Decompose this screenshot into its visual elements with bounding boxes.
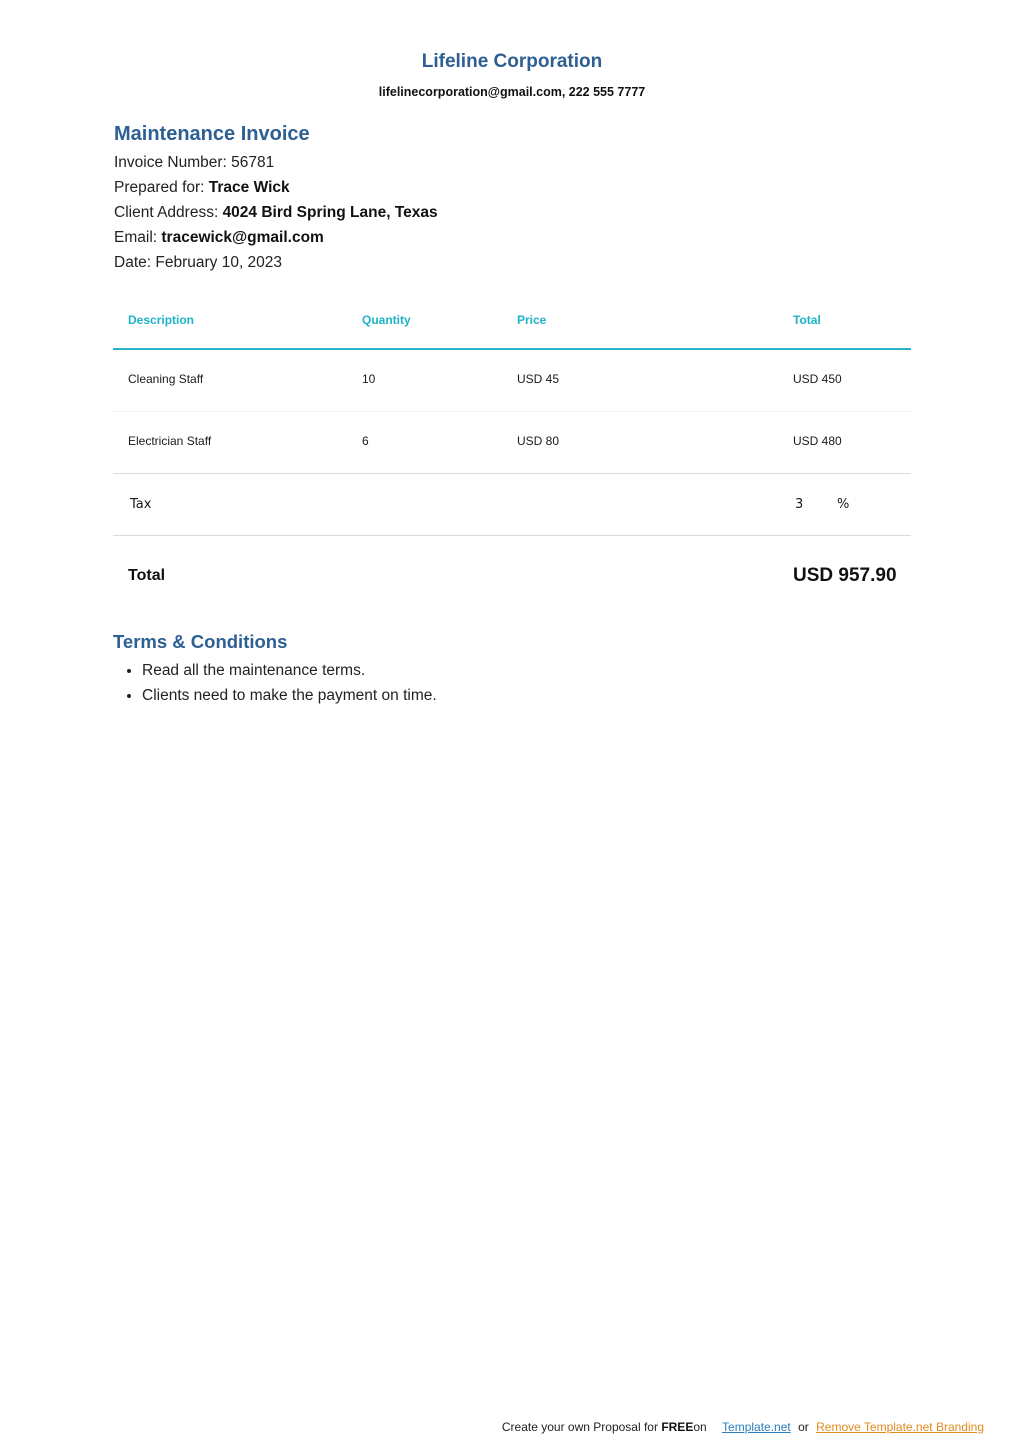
table-row <box>113 350 911 412</box>
header-description: Description <box>128 313 195 327</box>
table-header-row <box>113 296 911 350</box>
header-price: Price <box>517 313 547 327</box>
footer-branding <box>502 1420 984 1434</box>
footer-prefix: Create your own Proposal for <box>501 1420 658 1434</box>
total-row <box>113 536 911 616</box>
total-value: USD 957.90 <box>793 565 897 586</box>
footer-on: on <box>693 1420 707 1434</box>
client-address-label: Client Address: <box>114 204 219 221</box>
footer-or: or <box>798 1420 809 1434</box>
item-total: USD 480 <box>793 434 842 448</box>
header-quantity: Quantity <box>362 313 411 327</box>
date-line <box>114 254 282 272</box>
client-address-value: 4024 Bird Spring Lane, Texas <box>222 204 438 221</box>
tax-label: Tax <box>130 497 152 512</box>
item-description: Electrician Staff <box>128 434 212 448</box>
invoice-number-line <box>114 154 274 172</box>
prepared-for-line <box>114 179 290 197</box>
item-total: USD 450 <box>793 372 842 386</box>
item-price: USD 80 <box>517 434 560 448</box>
item-description: Cleaning Staff <box>128 372 204 386</box>
tax-unit: % <box>837 497 850 512</box>
company-contact: lifelinecorporation@gmail.com, 222 555 7777 <box>378 85 646 99</box>
template-net-link[interactable]: Template.net <box>722 1420 791 1434</box>
tax-row <box>113 474 911 536</box>
item-quantity: 6 <box>362 434 369 448</box>
date-value: February 10, 2023 <box>155 254 283 271</box>
footer-free: FREE <box>661 1420 694 1434</box>
invoice-number-label: Invoice Number: <box>114 154 227 171</box>
item-price: USD 45 <box>517 372 560 386</box>
terms-title: Terms & Conditions <box>113 631 288 652</box>
email-value: tracewick@gmail.com <box>161 229 324 246</box>
list-item: • Clients need to make the payment on time. <box>142 685 437 710</box>
header-total: Total <box>793 313 821 327</box>
email-label: Email: <box>114 229 158 246</box>
remove-branding-link[interactable]: Remove Template.net Branding <box>816 1420 984 1434</box>
invoice-items-table <box>113 296 911 616</box>
table-row <box>113 412 911 474</box>
total-label: Total <box>128 567 166 584</box>
prepared-for-label: Prepared for: <box>114 179 205 196</box>
client-address-line <box>114 204 438 222</box>
invoice-title: Maintenance Invoice <box>114 123 310 145</box>
email-line <box>114 229 324 247</box>
company-name: Lifeline Corporation <box>421 51 603 72</box>
invoice-number: 56781 <box>231 154 275 171</box>
item-quantity: 10 <box>362 372 376 386</box>
date-label: Date: <box>114 254 152 271</box>
tax-value: 3 <box>795 497 804 512</box>
terms-list <box>113 660 437 710</box>
prepared-for-value: Trace Wick <box>208 179 290 196</box>
list-item: • Read all the maintenance terms. <box>142 660 437 685</box>
